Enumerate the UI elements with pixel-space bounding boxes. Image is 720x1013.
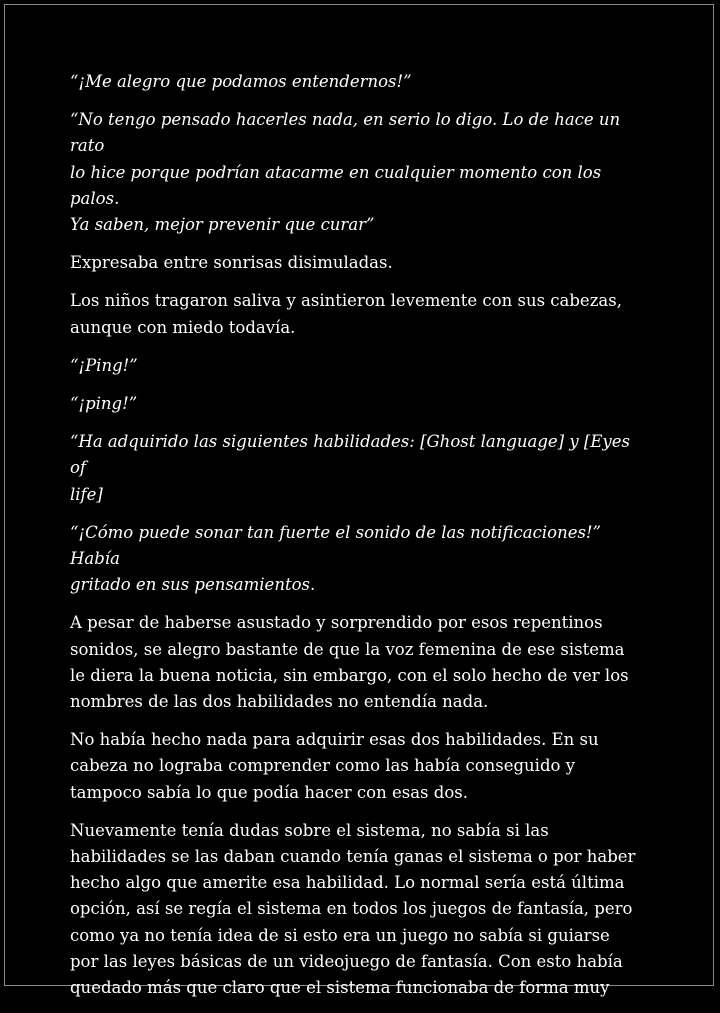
paragraph-dialog: “No tengo pensado hacerles nada, en serio lo digo. Lo de hace un rato lo hice porque podrían atacarme en cualquier momento con los palos. Ya saben, mejor prevenir que curar” <box>70 110 621 235</box>
paragraph-dialog: “¡ping!” <box>70 394 138 414</box>
page <box>4 4 714 998</box>
paragraph-dialog: “¡Me alegro que podamos entendernos!” <box>70 72 412 91</box>
text-body <box>70 69 650 1013</box>
paragraph-dialog: “¡Cómo puede sonar tan fuerte el sonido de las notificaciones!” Había gritado en sus pensamientos. <box>70 522 601 595</box>
paragraph-narration: Los niños tragaron saliva y asintieron levemente con sus cabezas, aunque con miedo todavía. <box>70 291 622 337</box>
paragraph-narration: No había hecho nada para adquirir esas dos habilidades. En su cabeza no lograba comprender como las había conseguido y tampoco sabía lo que podía hacer con esas dos. <box>70 730 599 802</box>
paragraph-narration: Nuevamente tenía dudas sobre el sistema, no sabía si las habilidades se las daban cuando tenía ganas el sistema o por haber hecho algo que amerite esa habilidad. Lo normal sería está última opción, así se regía el sistema en todos los juegos de fantasía, pero como ya no tenía idea de si esto era un juego no sabía si guiarse por las leyes básicas de un videojuego de fantasía. Con esto había quedado más que claro que el sistema funcionaba de forma muy <box>70 820 636 998</box>
paragraph-dialog: “Ha adquirido las siguientes habilidades: [Ghost language] y [Eyes of life] <box>70 432 630 504</box>
paragraph-dialog: “¡Ping!” <box>70 355 138 375</box>
paragraph-narration: Expresaba entre sonrisas disimuladas. <box>70 253 393 273</box>
paragraph-narration: A pesar de haberse asustado y sorprendido por esos repentinos sonidos, se alegro bastante de que la voz femenina de ese sistema le diera la buena noticia, sin embargo, con el solo hecho de ver los nombres de las dos habilidades no entendía nada. <box>70 613 629 712</box>
